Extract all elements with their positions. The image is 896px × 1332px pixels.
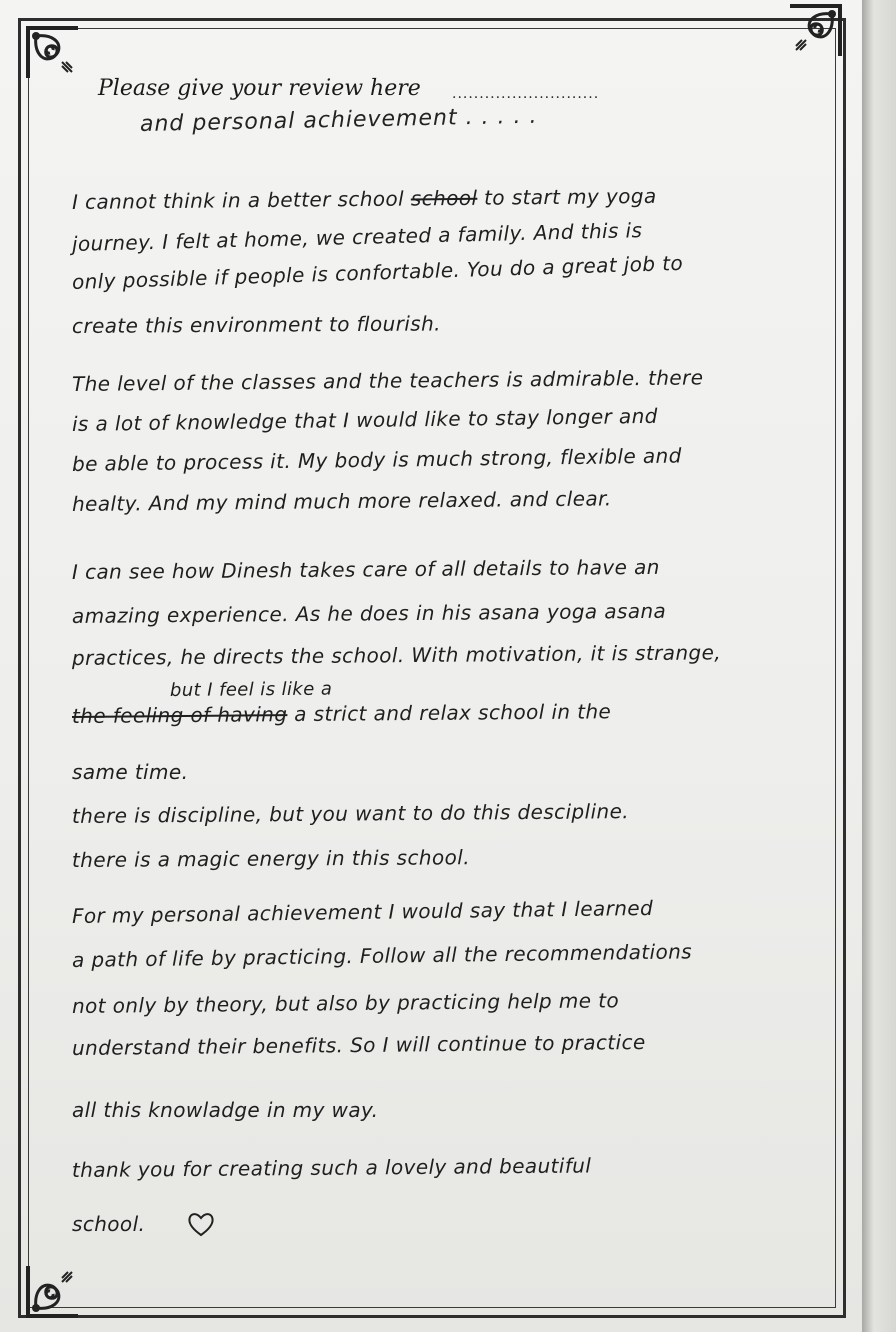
review-line: practices, he directs the school. With motivation, it is strange,	[71, 640, 722, 670]
review-line: create this environment to flourish.	[71, 311, 441, 338]
review-line: not only by theory, but also by practicing help me to	[71, 988, 620, 1018]
review-line: only possible if people is confortable. You do a great job to	[71, 250, 684, 294]
fleur-corner-icon	[22, 1262, 82, 1322]
struck-word: school	[410, 185, 478, 211]
review-line: understand their benefits. So I will continue to practice	[71, 1029, 646, 1060]
struck-phrase: the feeling of having	[71, 702, 288, 728]
review-line-text: I cannot think in a better school	[71, 186, 411, 214]
review-line: thank you for creating such a lovely and beautiful	[71, 1153, 592, 1182]
handwritten-subheading: and personal achievement . . . . .	[139, 103, 538, 137]
fleur-corner-icon	[22, 22, 82, 82]
review-line: all this knowladge in my way.	[72, 1098, 379, 1122]
review-line: be able to process it. My body is much strong, flexible and	[71, 443, 682, 476]
heart-icon	[186, 1210, 216, 1238]
heading-dot-leader: ...........................	[452, 86, 600, 102]
review-line: For my personal achievement I would say that I learned	[71, 895, 654, 928]
review-line	[72, 699, 611, 728]
review-line: same time.	[72, 760, 189, 784]
form-heading: Please give your review here	[98, 76, 421, 101]
review-line-text: to start my yoga	[477, 183, 657, 210]
review-line: school.	[72, 1212, 146, 1236]
review-line: healty. And my mind much more relaxed. and clear.	[71, 486, 612, 516]
review-line: a path of life by practicing. Follow all the recommendations	[71, 939, 693, 972]
review-line: there is a magic energy in this school.	[71, 845, 470, 872]
review-line-text: a strict and relax school in the	[287, 699, 612, 727]
fleur-corner-icon	[786, 0, 846, 60]
review-line: is a lot of knowledge that I would like to stay longer and	[71, 403, 658, 436]
review-line: there is discipline, but you want to do this descipline.	[71, 799, 630, 828]
review-line: I can see how Dinesh takes care of all details to have an	[71, 554, 660, 584]
review-line: amazing experience. As he does in his asana yoga asana	[71, 598, 667, 628]
review-line: journey. I felt at home, we created a family. And this is	[71, 218, 643, 256]
review-line: The level of the classes and the teachers is admirable. there	[71, 365, 704, 396]
inserted-text: but I feel is like a	[169, 678, 333, 701]
adjacent-page-edge	[862, 0, 896, 1332]
